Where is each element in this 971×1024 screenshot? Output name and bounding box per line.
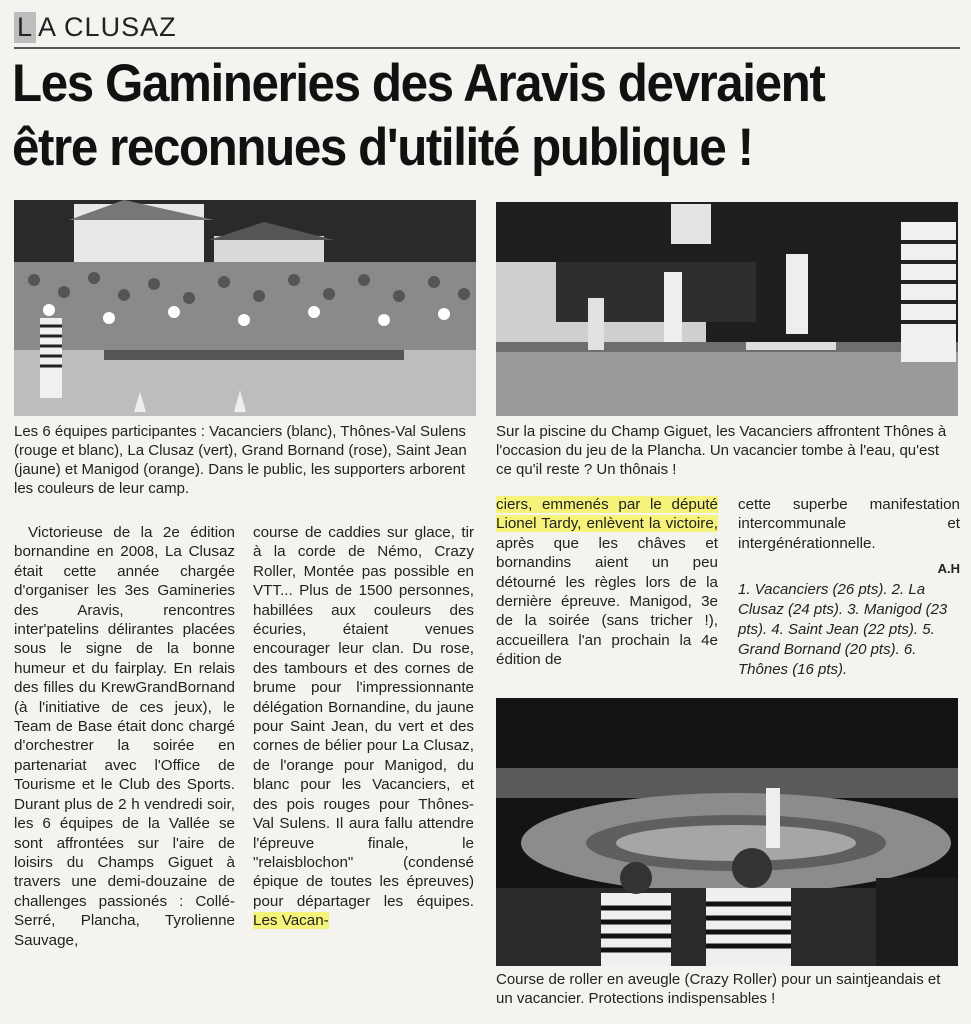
photo-pool-image <box>496 202 958 416</box>
highlight-winners-start: Les Vacan- <box>253 912 329 930</box>
article-paragraph-1: Victorieuse de la 2e édition bornandine en 2008, La Clusaz était cette année chargée d'organiser les 3es Gamineries des Aravis, rencontres inter'patelins délirantes placées sous le signe de la bonne humeur et du fairplay. En relais des filles du KrewGrandBornand (à l'initiative de ces jeux), le Team de Base était donc chargé d'orchestrer la soirée en partenariat avec l'Office de Tourisme et le Club des Sports. Durant plus de 2 h vendredi soir, les 6 équipes de la Vallée se sont affrontées sur l'aire de loisirs du Champs Giguet à travers une demi-douzaine de challenges passionés : Collé-Serré, Plancha, Tyrolienne Sauvage, <box>14 524 235 949</box>
article-column-1 <box>14 523 235 950</box>
headline-line-2: être reconnues d'utilité publique ! <box>12 118 753 177</box>
caption-photo-crowd: Les 6 équipes participantes : Vacanciers (blanc), Thônes-Val Sulens (rouge et blanc), La Clusaz (vert), Grand Bornand (rose), Saint Jean (jaune) et Manigod (orange). Dans le public, les supporters arborent les couleurs de leur camp. <box>14 423 467 497</box>
article-paragraph-2 <box>253 523 474 931</box>
highlight-winners: ciers, emmenés par le député Lionel Tardy, enlèvent la victoire, <box>496 496 718 533</box>
article-column-2 <box>253 523 474 931</box>
article-paragraph-3 <box>496 495 718 670</box>
article-column-3 <box>496 495 718 670</box>
section-label <box>14 12 177 43</box>
article-paragraph-4: cette superbe manifestation intercommunale et intergénérationnelle. <box>738 496 960 552</box>
results-list: 1. Vacanciers (26 pts). 2. La Clusaz (24 pts). 3. Manigod (23 pts). 4. Saint Jean (22 pts). 5. Grand Bornand (20 pts). 6. Thônes (16 pts). <box>738 581 948 678</box>
article-column-4 <box>738 495 960 579</box>
article-text-2: course de caddies sur glace, tir à la corde de Némo, Crazy Roller, Montée pas possible en VTT... Plus de 1500 personnes, habillées aux couleurs des écuries, étaient venues encourager leur clan. Du rose, des tambours et des cornes de brume pour l'impressionnante délégation Bornandine, du jaune pour Saint Jean, du vert et des cornes de bélier pour La Clusaz, de l'orange pour Manigod, du blanc pour les Vacanciers, et des pois rouges pour Thônes-Val Sulens. Il aura fallu attendre l'épreuve finale, le "relaisblochon" (condensé épique de toutes les épreuves) pour départager les équipes. <box>253 524 474 910</box>
author-signature: A.H <box>937 561 960 577</box>
headline <box>12 52 896 180</box>
photo-roller-image <box>496 698 958 966</box>
photo-crowd-image <box>14 200 476 416</box>
headline-line-1: Les Gamineries des Aravis devraient <box>12 54 825 113</box>
section-initial: L <box>14 12 36 43</box>
section-name: A CLUSAZ <box>38 12 177 42</box>
photo-pool <box>496 202 958 416</box>
photo-roller <box>496 698 958 966</box>
photo-crowd <box>14 200 476 416</box>
caption-photo-roller: Course de roller en aveugle (Crazy Roller) pour un saintjeandais et un vacancier. Protections indispensables ! <box>496 971 941 1007</box>
article-text-3: après que les châves et bornandins aient un peu détourné les règles lors de la dernière épreuve. Manigod, 3e de la soirée (sans tricher !), accueillera l'an prochain la 4e édition de <box>496 534 718 669</box>
section-rule <box>14 47 960 49</box>
caption-photo-pool: Sur la piscine du Champ Giguet, les Vacanciers affrontent Thônes à l'occasion du jeu de la Plancha. Un vacancier tombe à l'eau, qu'est ce qu'il reste ? Un thônais ! <box>496 423 947 478</box>
